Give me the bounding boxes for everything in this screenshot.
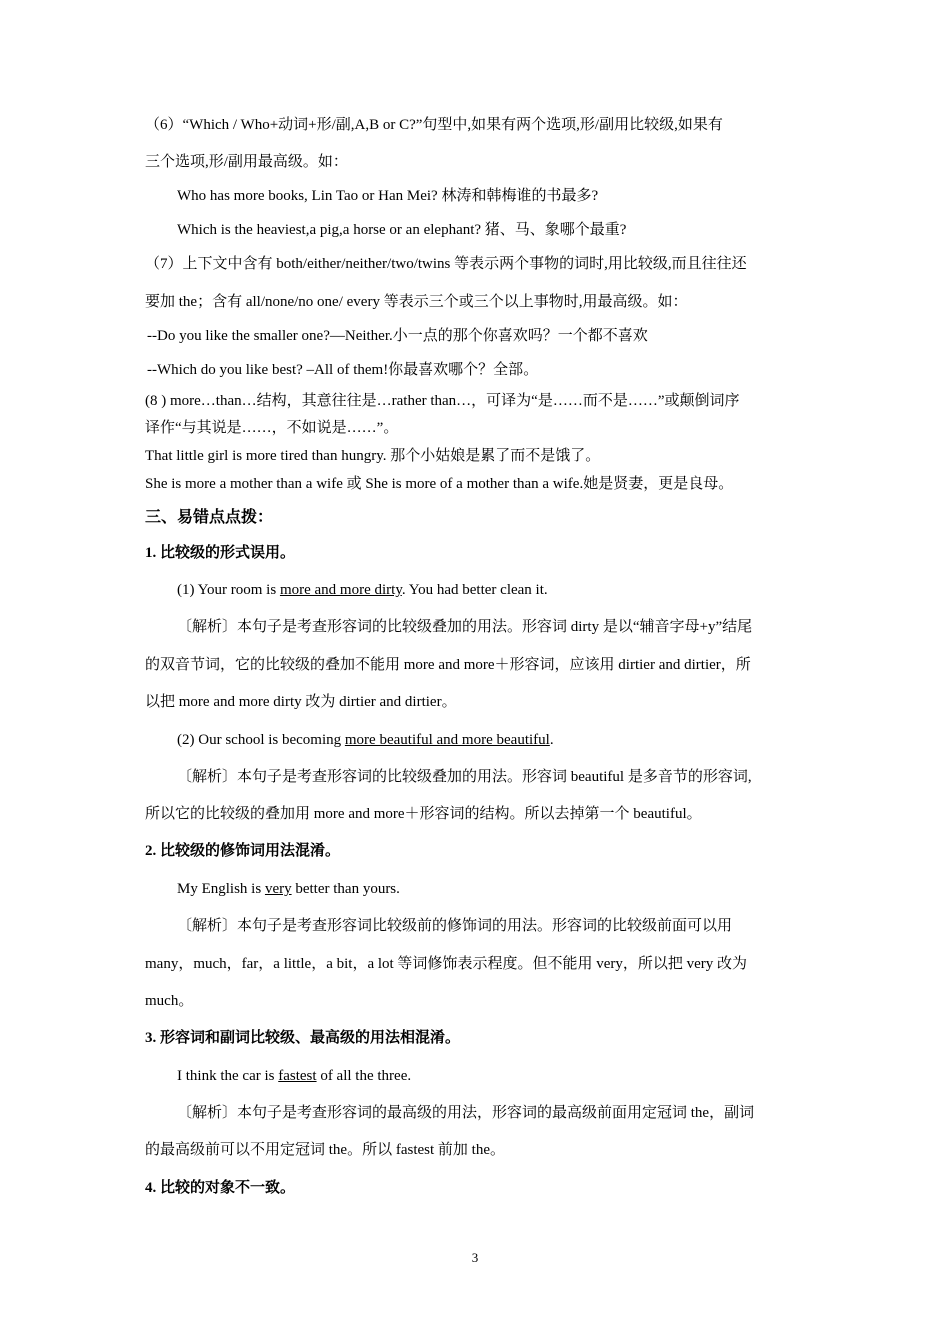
point-1-example-1: (1) Your room is more and more dirty. You had better clean it. [177,582,548,598]
rule-6-line-2: 三个选项,形/副用最高级。如： [145,154,348,170]
point-2-analysis-line-3: much。 [145,993,194,1009]
point-1-analysis-2-line-1: 〔解析〕本句子是考查形容词的比较级叠加的用法。形容词 beautiful 是多音节的形容词, [177,769,752,785]
point-2-title: 2. 比较级的修饰词用法混淆。 [145,843,341,859]
point-3-example: I think the car is fastest of all the three. [177,1068,412,1084]
point-1-analysis-1-line-1: 〔解析〕本句子是考查形容词的比较级叠加的用法。形容词 dirty 是以“辅音字母+y”结尾 [177,619,753,635]
point-1-title: 1. 比较级的形式误用。 [145,545,296,561]
rule-7-example-2: --Which do you like best? –All of them!你最喜欢哪个？全部。 [147,362,539,378]
page-number: 3 [471,1250,479,1265]
rule-7-line-1: （7）上下文中含有 both/either/neither/two/twins 等表示两个事物的词时,用比较级,而且往往还 [145,256,747,272]
point-3-analysis-line-1: 〔解析〕本句子是考查形容词的最高级的用法，形容词的最高级前面用定冠词 the，副词 [177,1105,755,1121]
rule-7-line-2: 要加 the；含有 all/none/no one/ every 等表示三个或三个以上事物时,用最高级。如： [145,294,688,310]
rule-8-line-1: (8 ) more…than…结构，其意往往是…rather than…，可译为“是……而不是……”或颠倒词序 [145,393,740,409]
point-3-title: 3. 形容词和副词比较级、最高级的用法相混淆。 [145,1030,461,1046]
error-phrase: more beautiful and more beautiful [344,732,550,748]
point-1-analysis-2-line-2: 所以它的比较级的叠加用 more and more＋形容词的结构。所以去掉第一个 beautiful。 [145,806,702,822]
point-3-analysis-line-2: 的最高级前可以不用定冠词 the。所以 fastest 前加 the。 [145,1142,505,1158]
point-2-example: My English is very better than yours. [177,881,400,897]
point-1-analysis-1-line-3: 以把 more and more dirty 改为 dirtier and dirtier。 [145,694,457,710]
point-2-analysis-line-2: many，much，far，a little，a bit，a lot 等词修饰表示程度。但不能用 very，所以把 very 改为 [145,956,747,972]
point-1-analysis-1-line-2: 的双音节词，它的比较级的叠加不能用 more and more＋形容词，应该用 dirtier and dirtier，所 [145,657,751,673]
error-phrase: more and more dirty [279,582,402,598]
section-3-heading: 三、易错点点拨： [145,509,274,526]
rule-8-example-2: She is more a mother than a wife 或 She is more of a mother than a wife.她是贤妻，更是良母。 [145,476,734,492]
rule-6-example-1: Who has more books, Lin Tao or Han Mei? 林涛和韩梅谁的书最多? [177,188,599,204]
point-4-title: 4. 比较的对象不一致。 [145,1180,296,1196]
rule-6-example-2: Which is the heaviest,a pig,a horse or an elephant? 猪、马、象哪个最重? [177,222,627,238]
rule-8-line-2: 译作“与其说是……，不如说是……”。 [145,420,399,436]
rule-6-line-1: （6）“Which / Who+动词+形/副,A,B or C?”句型中,如果有两个选项,形/副用比较级,如果有 [145,117,723,133]
point-2-analysis-line-1: 〔解析〕本句子是考查形容词比较级前的修饰词的用法。形容词的比较级前面可以用 [177,918,733,934]
error-phrase: very [264,881,292,897]
rule-7-example-1: --Do you like the smaller one?—Neither.小一点的那个你喜欢吗？一个都不喜欢 [147,328,648,344]
point-1-example-2: (2) Our school is becoming more beautiful and more beautiful. [177,732,554,748]
rule-8-example-1: That little girl is more tired than hungry. 那个小姑娘是累了而不是饿了。 [145,448,601,464]
error-phrase: fastest [278,1068,317,1084]
